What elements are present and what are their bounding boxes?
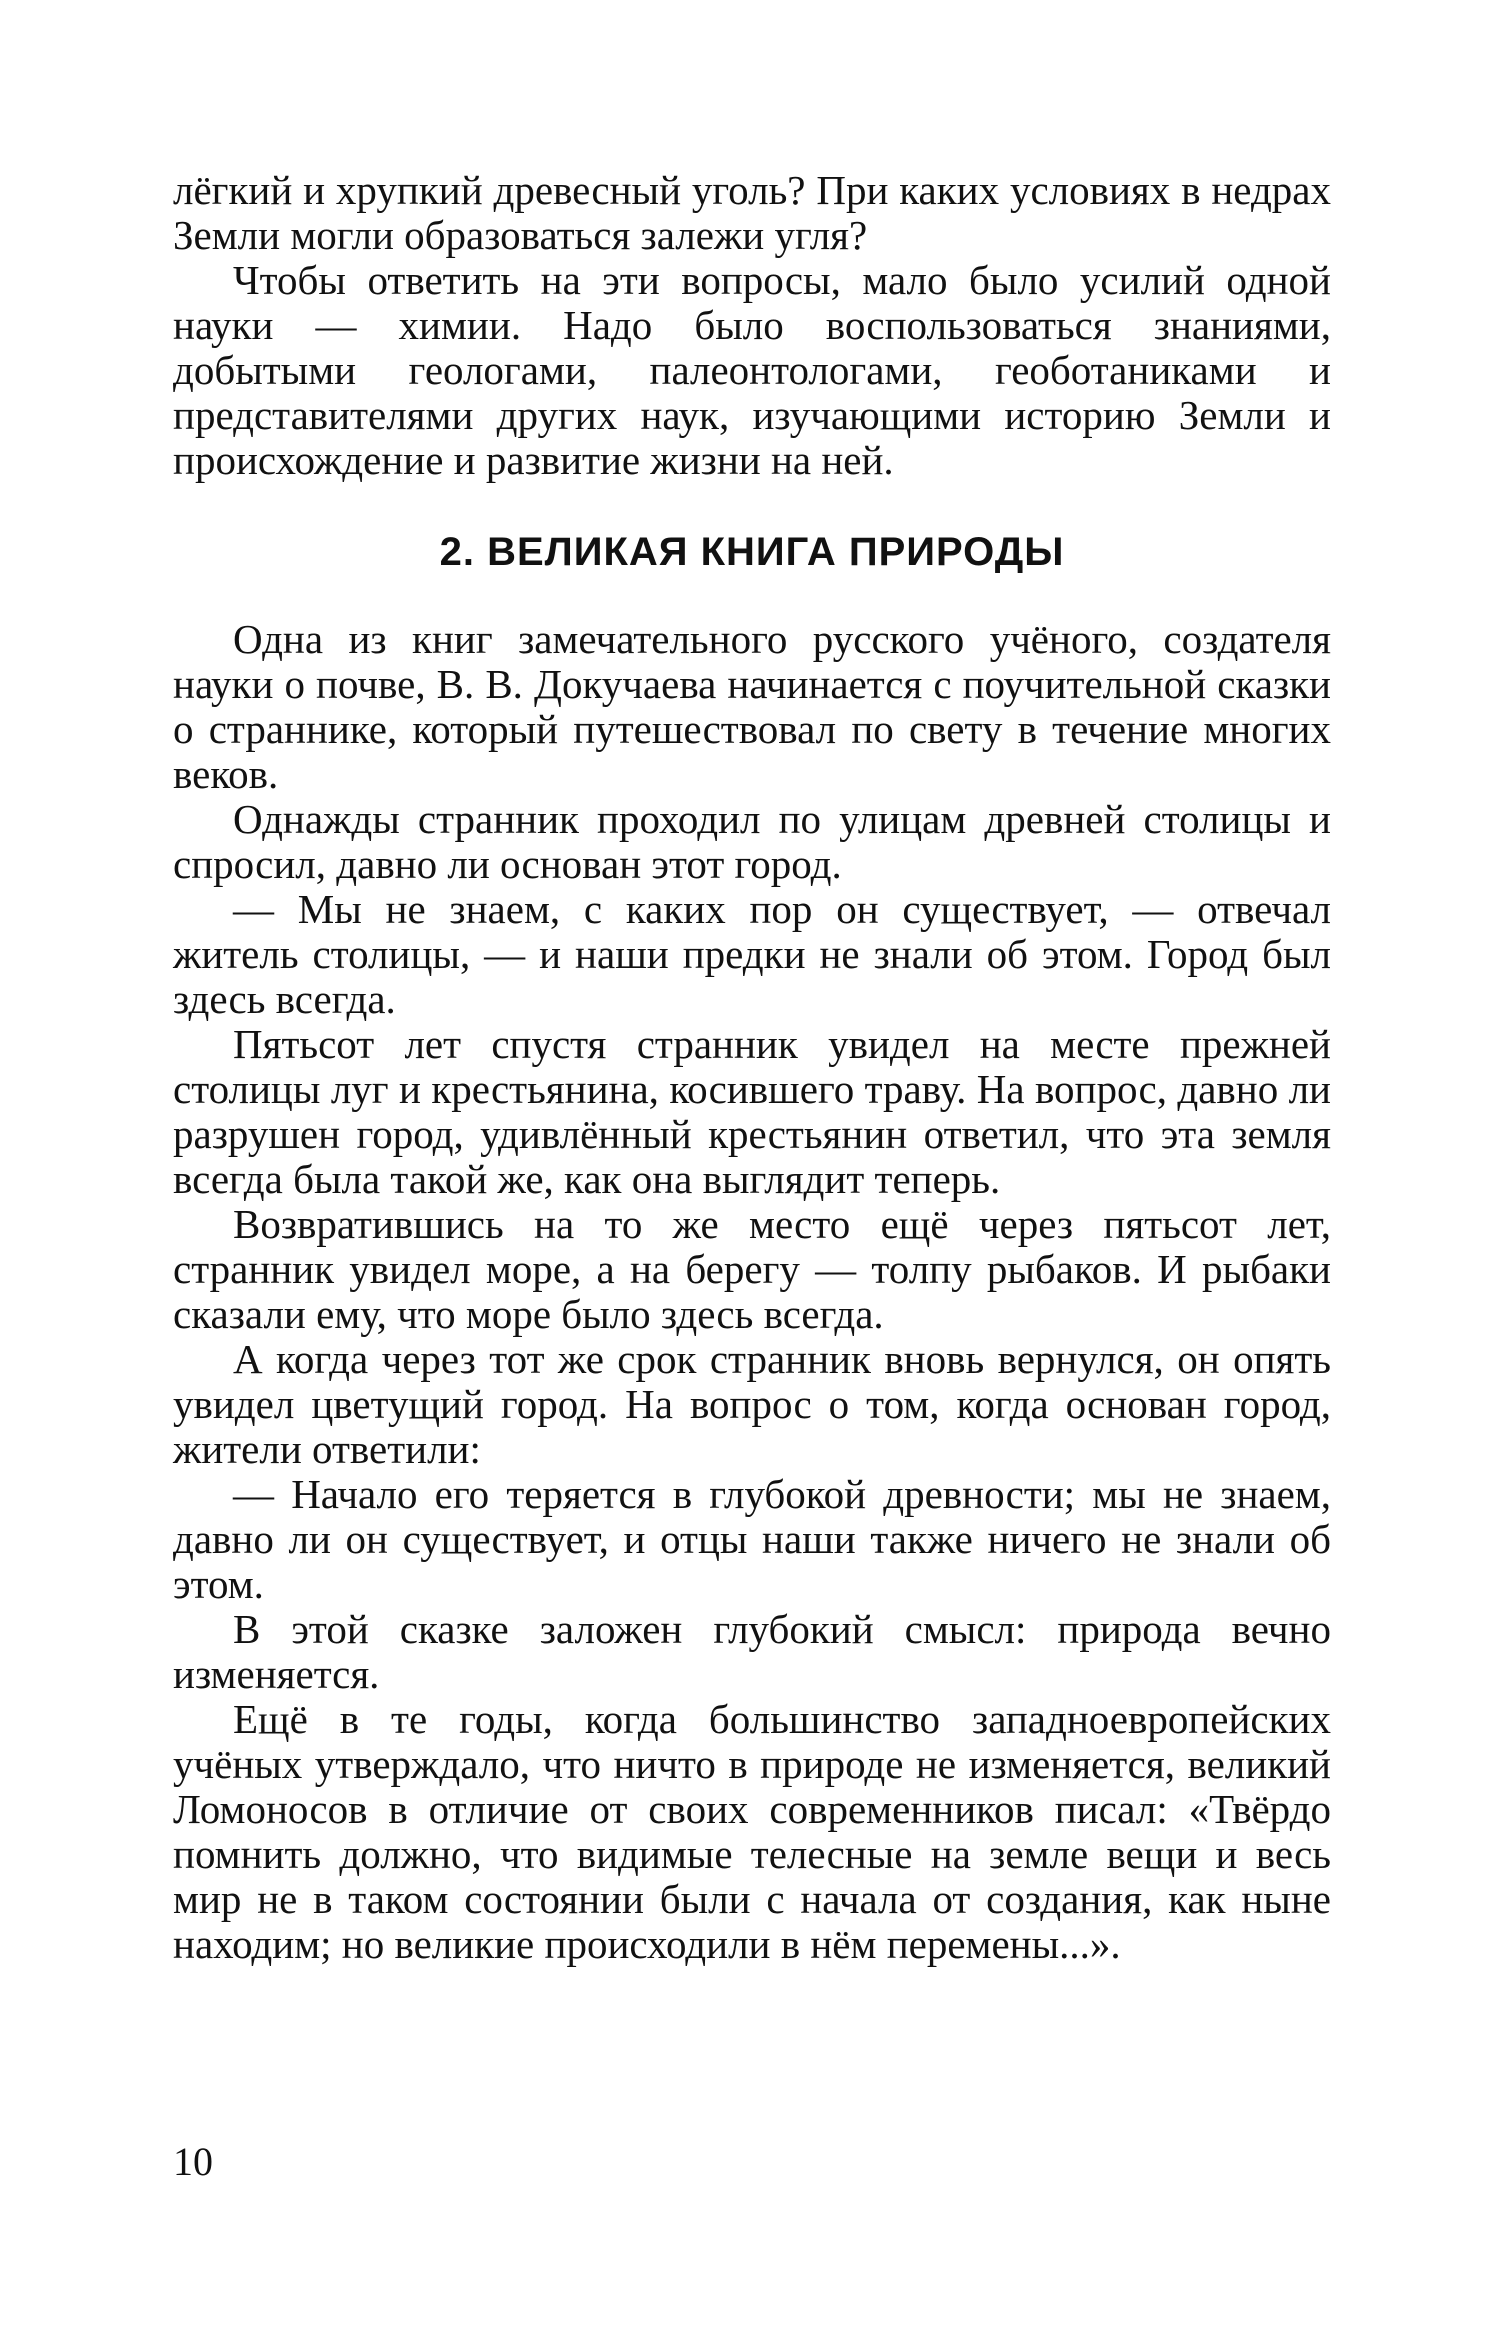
paragraph-dokuchaev: Одна из книг замечательного русского учёного, создателя науки о почве, В. В. Докучаева начинается с поучительной сказки о страннике, который путешествовал по свету в течение многих веков. xyxy=(173,616,1331,797)
page-number: 10 xyxy=(173,2139,213,2184)
paragraph-chemistry: Чтобы ответить на эти вопросы, мало было усилий одной науки — химии. Надо было воспользоваться знаниями, добытыми геологами, палеонтологами, геоботаниками и представителями других наук, изучающими историю Земли и происхождение и развитие жизни на ней. xyxy=(173,257,1331,483)
paragraph-sea: Возвратившись на то же место ещё через пятьсот лет, странник увидел море, а на берегу — толпу рыбаков. И рыбаки сказали ему, что море было здесь всегда. xyxy=(173,1201,1331,1337)
paragraph-lomonosov: Ещё в те годы, когда большинство западноевропейских учёных утверждало, что ничто в природе не изменяется, великий Ломоносов в отличие от своих современников писал: «Твёрдо помнить должно, что видимые телесные на земле вещи и весь мир не в таком состоянии были с начала от создания, как ныне находим; но великие происходили в нём перемены...». xyxy=(173,1696,1331,1967)
book-page xyxy=(173,168,1331,1967)
paragraph-meaning: В этой сказке заложен глубокий смысл: природа вечно изменяется. xyxy=(173,1606,1331,1697)
paragraph-ancient-capital: Однажды странник проходил по улицам древней столицы и спросил, давно ли основан этот город. xyxy=(173,796,1331,887)
chapter-heading: 2. ВЕЛИКАЯ КНИГА ПРИРОДЫ xyxy=(439,530,1065,574)
paragraph-city-again: А когда через тот же срок странник вновь вернулся, он опять увидел цветущий город. На вопрос о том, когда основан город, жители ответили: xyxy=(173,1336,1331,1472)
paragraph-citizen-reply: — Мы не знаем, с каких пор он существует, — отвечал житель столицы, — и наши предки не знали об этом. Город был здесь всегда. xyxy=(173,886,1331,1022)
paragraph-residents-reply: — Начало его теряется в глубокой древности; мы не знаем, давно ли он существует, и отцы наши также ничего не знали об этом. xyxy=(173,1471,1331,1607)
paragraph-meadow: Пятьсот лет спустя странник увидел на месте прежней столицы луг и крестьянина, косившего траву. На вопрос, давно ли разрушен город, удивлённый крестьянин ответил, что эта земля всегда была такой же, как она выглядит теперь. xyxy=(173,1021,1331,1202)
paragraph-continuation: лёгкий и хрупкий древесный уголь? При каких условиях в недрах Земли могли образоваться залежи угля? xyxy=(173,167,1331,258)
